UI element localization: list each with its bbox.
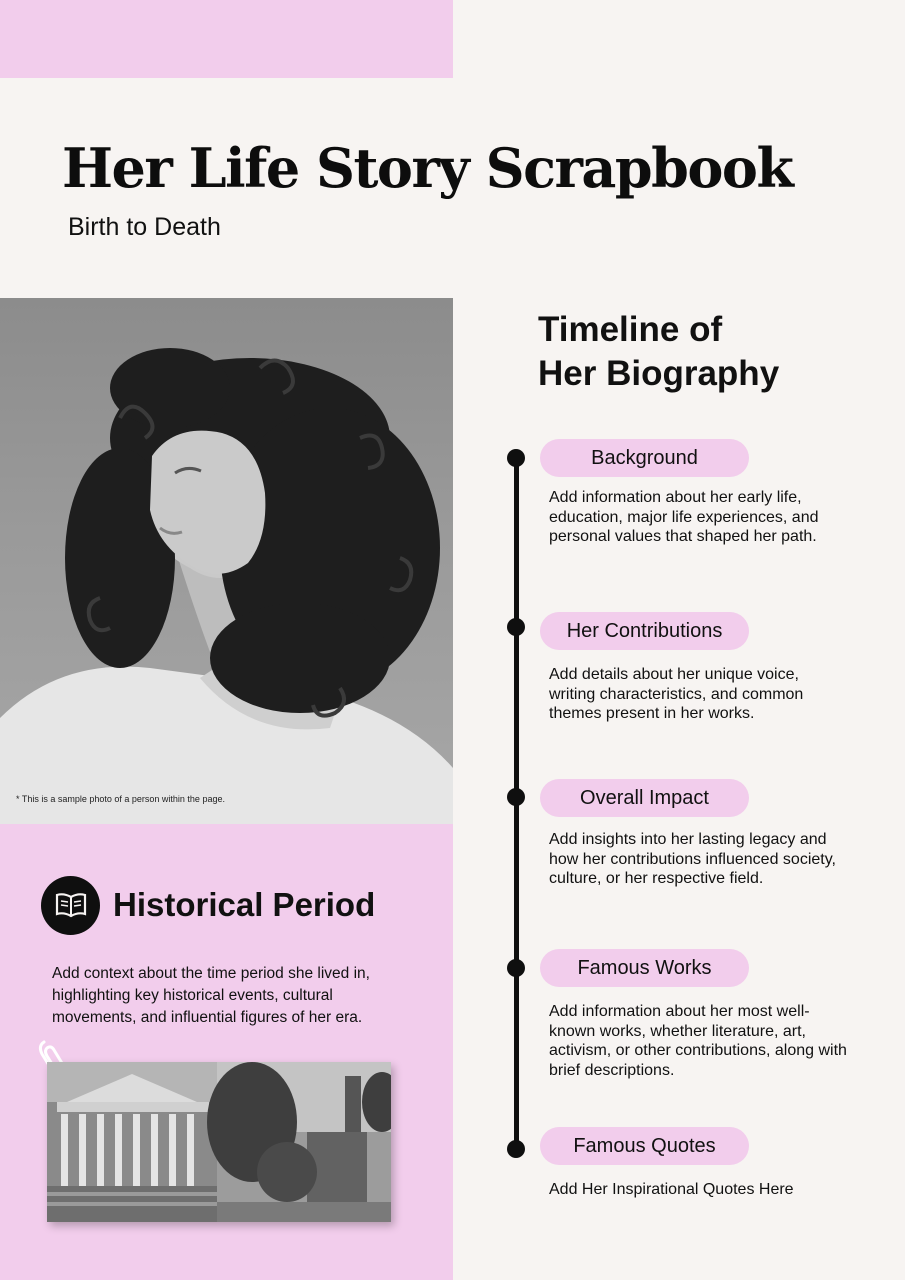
portrait-photo <box>0 298 453 824</box>
page-subtitle: Birth to Death <box>68 213 221 241</box>
timeline-dot <box>507 449 525 467</box>
timeline-text-impact: Add insights into her lasting legacy and how her contributions influenced society, culture, or her respective field. <box>549 831 836 887</box>
timeline-title-line-2: Her Biography <box>538 354 780 393</box>
top-decorative-band <box>0 0 453 78</box>
timeline-title <box>538 308 779 396</box>
timeline-label-contributions: Her Contributions <box>540 612 749 650</box>
historical-period-title: Historical Period <box>113 886 376 923</box>
portrait-illustration <box>0 298 453 824</box>
timeline-label-famous-works: Famous Works <box>540 949 749 987</box>
timeline-label-impact: Overall Impact <box>540 779 749 817</box>
timeline-label-background: Background <box>540 439 749 477</box>
timeline-text-famous-quotes: Add Her Inspirational Quotes Here <box>549 1181 794 1198</box>
timeline-text-background: Add information about her early life, education, major life experiences, and personal values that shaped her path. <box>549 489 819 545</box>
historical-period-text: Add context about the time period she lived in, highlighting key historical events, cultural movements, and influential figures of her era. <box>52 965 370 1026</box>
timeline-dot <box>507 1140 525 1158</box>
timeline-text-contributions: Add details about her unique voice, writing characteristics, and common themes present in her works. <box>549 666 804 722</box>
page-title: Her Life Story Scrapbook <box>62 136 793 200</box>
timeline-text-famous-works: Add information about her most well-known works, whether literature, art, activism, or other contributions, along with brief descriptions. <box>549 1003 847 1079</box>
photo-caption: * This is a sample photo of a person within the page. <box>16 794 225 804</box>
timeline-title-line-1: Timeline of <box>538 310 723 349</box>
timeline-dot <box>507 788 525 806</box>
timeline-dot <box>507 959 525 977</box>
open-book-icon <box>41 876 100 935</box>
historical-buildings-photo <box>47 1062 391 1222</box>
timeline-dot <box>507 618 525 636</box>
timeline-label-famous-quotes: Famous Quotes <box>540 1127 749 1165</box>
